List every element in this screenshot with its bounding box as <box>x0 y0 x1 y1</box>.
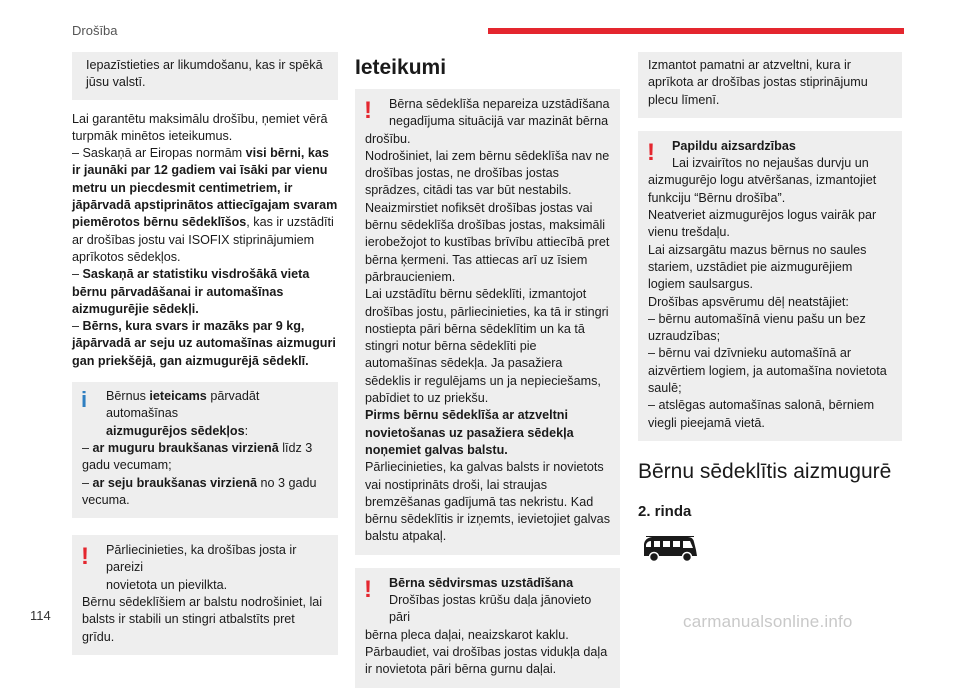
subheading-row-2: 2. rinda <box>638 502 692 520</box>
extra-protection-p6: – bērnu vai dzīvnieku automašīnā ar aizvērtiem logiem, ja automašīna novietota saulē; <box>648 346 887 396</box>
extra-protection-line-2: Lai izvairītos no nejaušas durvju un <box>672 156 869 171</box>
extra-protection-p4: Drošības apsvērumu dēļ neatstājiet: <box>648 294 849 309</box>
info-icon: i <box>81 387 88 413</box>
booster-warning-title: Bērna sēdvirsmas uzstādīšana <box>389 575 574 590</box>
column-2 <box>355 52 620 688</box>
extra-protection-p7: – atslēgas automašīnas salonā, bērniem viegli pieejamā vietā. <box>648 398 875 430</box>
bullet-3: – Bērns, kura svars ir mazāks par 9 kg, jāpārvadā ar seju uz automašīnas aizmuguri gan priekšējā, gan aizmugurējā sēdeklī. <box>72 319 336 368</box>
legislation-note-box <box>72 52 338 100</box>
extra-protection-p5: – bērnu automašīnā vienu pašu un bez uzraudzības; <box>648 311 866 344</box>
intro-line-1: Lai garantētu maksimālu drošību, ņemiet vērā <box>72 111 328 126</box>
page-number: 114 <box>30 608 51 623</box>
seatbelt-warning-line-2: novietota un pievilkta. <box>106 577 228 592</box>
install-warning-line-2: negadījuma situācijā var mazināt bērna <box>389 114 609 129</box>
install-warning-p4: Lai uzstādītu bērnu sēdeklīti, izmantojot drošības jostu, pārliecinieties, ka tā ir stingri nostiepta pāri bērna sēdeklītim un ka tā stingri notur bērna sēdeklīti pie automašīnas sēdekļa. Ja pasažiera sēdeklis ir regulējams un ja nepieciešams, pabīdiet to uz priekšu. <box>365 287 609 406</box>
extra-protection-title: Papildu aizsardzības <box>672 138 796 153</box>
install-warning-p1: drošību. <box>365 131 411 146</box>
section-heading-recommendations: Ieteikumi <box>355 56 447 79</box>
install-warning-line-1: Bērna sēdeklīša nepareiza uzstādīšana <box>389 97 610 111</box>
extra-protection-p1: aizmugurējo logu atvēršanas, izmantojiet funkciju “Bērnu drošība”. <box>648 173 877 205</box>
extra-protection-p3: Lai aizsargātu mazus bērnus no saules stariem, uzstādiet pie aizmugurējiem logiem saulsargus. <box>648 242 867 292</box>
extra-protection-p2: Neatveriet aizmugurējos logus vairāk par vienu trešdaļu. <box>648 208 877 240</box>
intro-line-2: turpmāk minētos ieteikumus. <box>72 128 233 143</box>
exclamation-icon: ! <box>81 543 89 571</box>
seatbelt-warning-rest: Bērnu sēdeklīšiem ar balstu nodrošiniet, lai balsts ir stabili un stingri atbalstīts pret grīdu. <box>82 595 323 644</box>
booster-backrest-box <box>638 52 902 118</box>
header-title: Drošība <box>72 23 118 38</box>
legislation-note-text: Iepazīstieties ar likumdošanu, kas ir spēkā jūsu valstī. <box>86 58 323 90</box>
install-warning-bold: Pirms bērnu sēdeklīša ar atzveltni novietošanas uz pasažiera sēdekļa noņemiet galvas balstu. <box>365 408 574 457</box>
extra-protection-warning-box <box>638 131 902 441</box>
section-heading-rear-child-seat: Bērnu sēdeklītis aizmugurē <box>638 459 892 483</box>
info-box <box>72 382 338 518</box>
info-item-b: – ar seju braukšanas virzienā no 3 gadu vecuma. <box>82 475 317 507</box>
info-line-2: aizmugurējos sēdekļos: <box>106 423 249 438</box>
booster-warning-box <box>355 568 620 688</box>
installation-warning-box <box>355 89 620 555</box>
bullet-2: – Saskaņā ar statistiku visdrošākā vieta bērnu pārvadāšanai ir automašīnas aizmugurējie sēdekļi. <box>72 267 310 316</box>
install-warning-p5: Pārliecinieties, ka galvas balsts ir novietots vai nostiprināts droši, lai straujas bremzēšanas gadījumā tas nekristu. Kad bērnu sēdeklītis ir izņemts, ievietojiet galvas balstu atpakaļ. <box>365 460 610 544</box>
booster-backrest-text: Izmantot pamatni ar atzveltni, kura ir aprīkota ar drošības jostas stiprinājumu plecu līmenī. <box>648 58 868 107</box>
exclamation-icon: ! <box>647 138 655 166</box>
info-item-a: – ar muguru braukšanas virzienā līdz 3 gadu vecumam; <box>82 440 313 473</box>
watermark: carmanualsonline.info <box>683 612 853 631</box>
seatbelt-warning-box <box>72 535 338 655</box>
exclamation-icon: ! <box>364 97 372 124</box>
intro-text <box>72 111 338 370</box>
column-3 <box>638 52 902 564</box>
booster-warning-rest: bērna pleca daļai, neaizskarot kaklu. Pārbaudiet, vai drošības jostas vidukļa daļa ir novietota pāri bērna gurnu daļai. <box>365 627 608 677</box>
install-warning-p2: Nodrošiniet, lai zem bērnu sēdeklīša nav ne drošības jostas, ne drošības jostas sprādzes, citādi tas var būt nestabils. <box>365 148 610 198</box>
exclamation-icon: ! <box>364 575 372 603</box>
booster-warning-line-2: Drošības jostas krūšu daļa jānovieto pāri <box>389 593 592 625</box>
column-1 <box>72 52 338 655</box>
header-accent-bar <box>488 28 904 34</box>
install-warning-p3: Neaizmirstiet nofiksēt drošības jostas vai bērnu sēdeklīša drošības jostas, maksimāli ierobežojot to kustības brīvību attiecībā pret bērna ķermeni. Tas attiecas arī uz īsiem pārbraucieniem. <box>365 200 610 284</box>
info-line-1: Bērnus ieteicams pārvadāt automašīnas <box>106 389 260 421</box>
seatbelt-warning-line-1: Pārliecinieties, ka drošības josta ir pareizi <box>106 543 297 575</box>
van-side-icon <box>638 532 702 564</box>
bullet-1: – Saskaņā ar Eiropas normām visi bērni, kas ir jaunāki par 12 gadiem vai īsāki par vienu metru un piecdesmit centimetriem, ir jāpārvadā apstiprinātos attiecīgajam svaram piemērotos bērnu sēdeklīšos, kas ir uzstādīti ar drošības jostu vai ISOFIX stiprinājumiem aprīkotos sēdekļos. <box>72 146 338 264</box>
